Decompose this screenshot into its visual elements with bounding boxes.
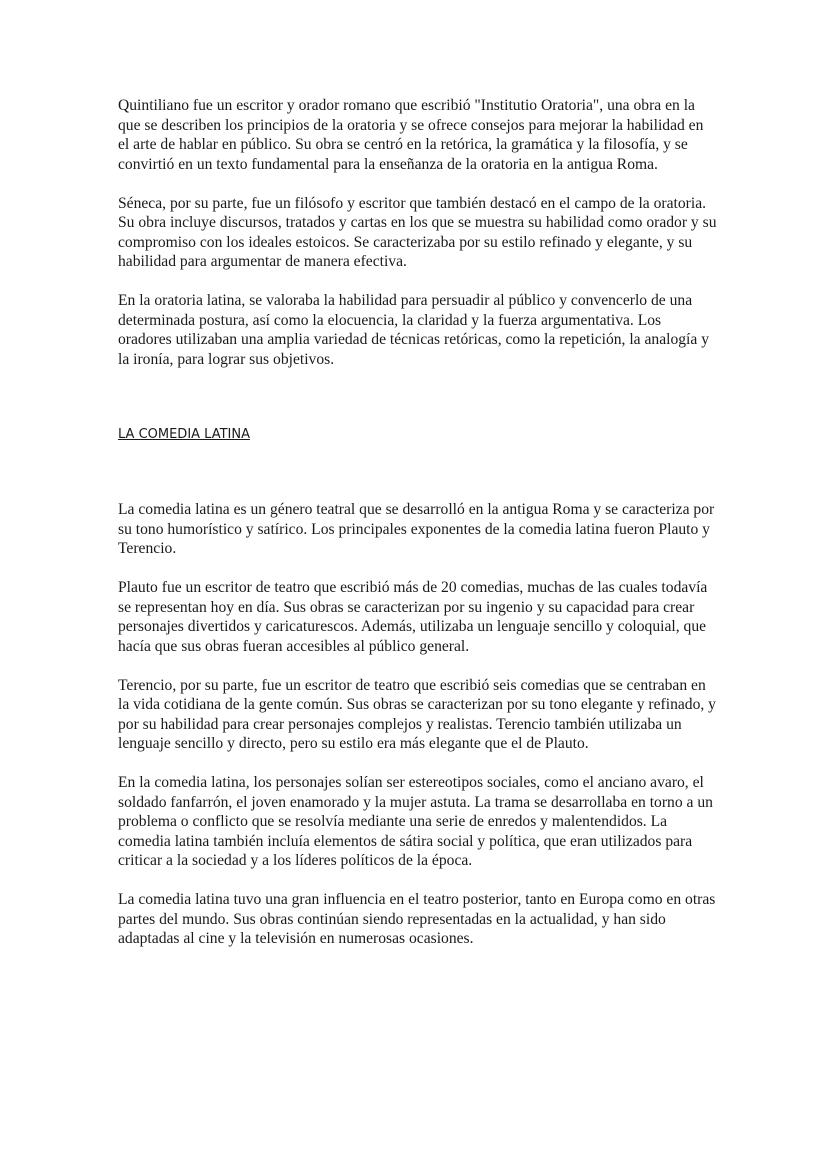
- paragraph-influencia: La comedia latina tuvo una gran influencia en el teatro posterior, tanto en Europa como en otras partes del mundo. Sus obras continúan siendo representadas en la actualidad, y han sido adaptadas al cine y la televisión en numerosas ocasiones.: [118, 891, 716, 947]
- paragraph-plauto: Plauto fue un escritor de teatro que escribió más de 20 comedias, muchas de las cuales todavía se representan hoy en día. Sus obras se caracterizan por su ingenio y su capacidad para crear personajes divertidos y caricaturescos. Además, utilizaba un lenguaje sencillo y coloquial, que hacía que sus obras fueran accesibles al público general.: [118, 579, 708, 655]
- paragraph-oratoria-latina: En la oratoria latina, se valoraba la habilidad para persuadir al público y convencerlo de una determinada postura, así como la elocuencia, la claridad y la fuerza argumentativa. Los oradores utilizaban una amplia variedad de técnicas retóricas, como la repetición, la analogía y la ironía, para lograr sus objetivos.: [118, 292, 710, 368]
- paragraph-seneca: Séneca, por su parte, fue un filósofo y escritor que también destacó en el campo de la oratoria. Su obra incluye discursos, tratados y cartas en los que se muestra su habilidad como orador y su compromiso con los ideales estoicos. Se caracterizaba por su estilo refinado y elegante, y su habilidad para argumentar de manera efectiva.: [118, 194, 717, 270]
- paragraph-comedia-intro: La comedia latina es un género teatral que se desarrolló en la antigua Roma y se caracteriza por su tono humorístico y satírico. Los principales exponentes de la comedia latina fueron Plauto y Terencio.: [118, 501, 715, 557]
- section-heading-wrapper: [118, 425, 718, 443]
- document-body: [118, 96, 718, 949]
- paragraph-personajes: En la comedia latina, los personajes solían ser estereotipos sociales, como el anciano avaro, el soldado fanfarrón, el joven enamorado y la mujer astuta. La trama se desarrollaba en torno a un problema o conflicto que se resolvía mediante una serie de enredos y malentendidos. La comedia latina también incluía elementos de sátira social y política, que eran utilizados para criticar a la sociedad y a los líderes políticos de la época.: [118, 774, 713, 869]
- section-title: LA COMEDIA LATINA: [118, 427, 250, 442]
- paragraph-quintiliano: Quintiliano fue un escritor y orador romano que escribió "Institutio Oratoria", una obra en la que se describen los principios de la oratoria y se ofrece consejos para mejorar la habilidad en el arte de hablar en público. Su obra se centró en la retórica, la gramática y la filosofía, y se convirtió en un texto fundamental para la enseñanza de la oratoria en la antigua Roma.: [118, 97, 704, 173]
- paragraph-terencio: Terencio, por su parte, fue un escritor de teatro que escribió seis comedias que se centraban en la vida cotidiana de la gente común. Sus obras se caracterizan por su tono elegante y refinado, y por su habilidad para crear personajes complejos y realistas. Terencio también utilizaba un lenguaje sencillo y directo, pero su estilo era más elegante que el de Plauto.: [118, 676, 716, 752]
